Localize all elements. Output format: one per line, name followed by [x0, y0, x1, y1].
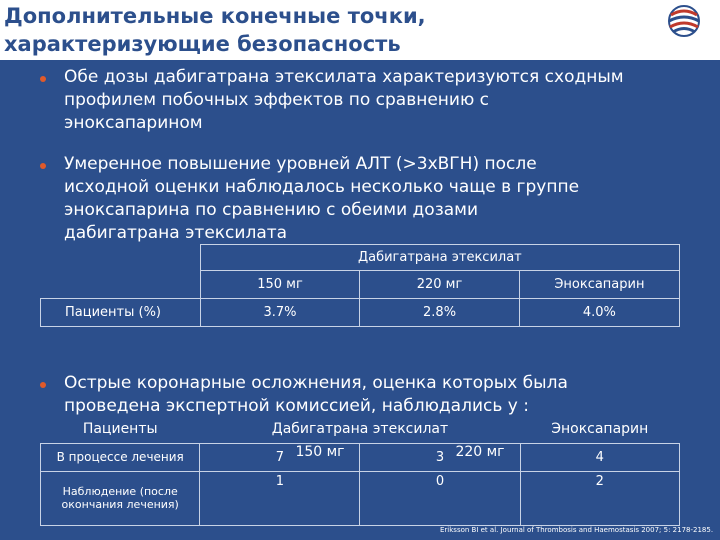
table1-col-enox: Эноксапарин: [519, 271, 679, 299]
bullet-marker: [40, 382, 46, 388]
table1-empty-cell: [41, 271, 201, 299]
table1-group-header: Дабигатрана этексилат: [200, 245, 679, 271]
slide-title-line-1: Дополнительные конечные точки,: [4, 4, 426, 28]
bullet-text-1: [64, 66, 624, 135]
header-bar: [0, 0, 720, 60]
bullet-2-line-2: исходной оценки наблюдалось несколько чаще в группе: [64, 177, 580, 197]
table1-col-150: 150 мг: [200, 271, 360, 299]
slide-title-line-2: характеризующие безопасность: [4, 32, 401, 56]
coronary-events-table: [40, 415, 680, 526]
table2-row1-value-220: 3: [360, 443, 520, 471]
bullet-text-3: [64, 372, 568, 418]
slide-title: [4, 2, 644, 58]
bullet-2-line-4: дабигатрана этексилата: [64, 223, 288, 243]
table2-row2-value-enox: 2: [520, 471, 679, 525]
table2-row-label: В процессе лечения: [41, 443, 200, 471]
table2-row2-value-150: 1: [200, 471, 360, 525]
bullet-2-line-3: эноксапарина по сравнению с обеими дозами: [64, 200, 479, 220]
citation: Eriksson BI et al. Journal of Thrombosis and Haemostasis 2007; 5: 2178-2185.: [440, 526, 714, 534]
table2-row2-value-220: 0: [360, 471, 520, 525]
table1-empty-corner: [41, 245, 201, 271]
table2-group-header: Дабигатрана этексилат: [271, 420, 449, 437]
table1-value-150: 3.7%: [200, 299, 360, 327]
bullet-1-line-3: эноксапарином: [64, 113, 203, 133]
bullet-marker: [40, 76, 46, 82]
table2-corner: Пациенты: [82, 420, 158, 437]
table2-row1-value-enox: 4: [520, 443, 679, 471]
table1-col-220: 220 мг: [360, 271, 520, 299]
globe-logo-icon: [654, 3, 714, 43]
company-logo: [654, 3, 714, 57]
alt-elevation-table: [40, 244, 680, 327]
bullet-1-line-1: Обе дозы дабигатрана этексилата характеризуются сходным: [64, 67, 624, 87]
table1-value-enox: 4.0%: [519, 299, 679, 327]
bullet-3-line-2: проведена экспертной комиссией, наблюдались у :: [64, 396, 529, 416]
bullet-1-line-2: профилем побочных эффектов по сравнению с: [64, 90, 490, 110]
bullet-3-line-1: Острые коронарные осложнения, оценка которых была: [64, 373, 568, 393]
table2-col-220-label: 220 мг: [455, 444, 505, 460]
table2-row-label: Наблюдение (после окончания лечения): [41, 471, 200, 525]
table2-col-enox: Эноксапарин: [551, 420, 649, 437]
table1-value-220: 2.8%: [360, 299, 520, 327]
table2-col-150-label: 150 мг: [295, 444, 345, 460]
bullet-2-line-1: Умеренное повышение уровней АЛТ (>3хВГН) после: [64, 154, 537, 174]
table1-row-label: Пациенты (%): [41, 299, 201, 327]
table2-row1-value-150: 7: [200, 443, 360, 471]
bullet-marker: [40, 163, 46, 169]
bullet-text-2: [64, 153, 579, 245]
